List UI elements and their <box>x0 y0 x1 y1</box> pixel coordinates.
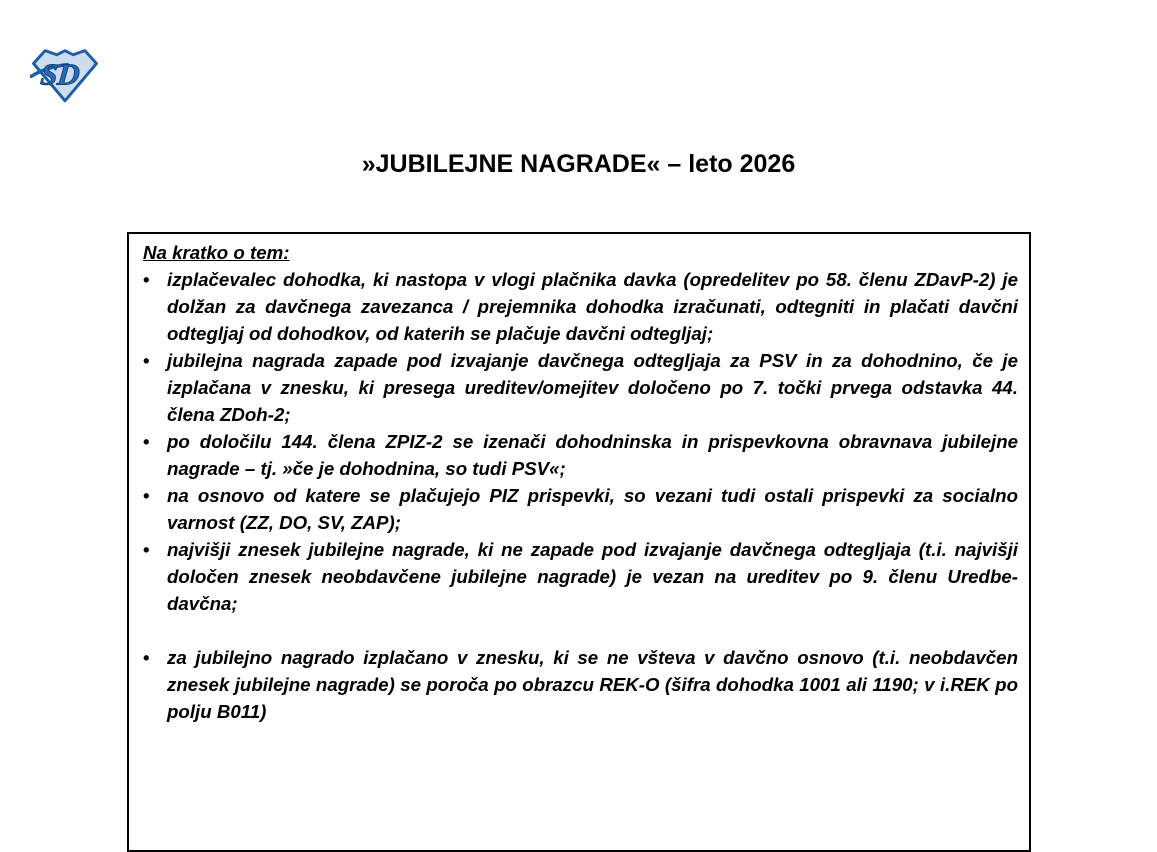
bullet-icon: • <box>143 539 150 560</box>
list-item <box>143 536 1018 617</box>
list-item-text: za jubilejno nagrado izplačano v znesku, ki se ne všteva v davčno osnovo (t.i. neobdavčen znesek jubilejne nagrade) se poroča po obrazcu REK-O (šifra dohodka 1001 ali 1190; v i.REK po polju B011) <box>167 647 1018 722</box>
page-title: »JUBILEJNE NAGRADE« – leto 2026 <box>361 150 796 178</box>
bullet-icon: • <box>143 350 150 371</box>
bullet-icon: • <box>143 431 150 452</box>
list-item-text: po določilu 144. člena ZPIZ-2 se izenači dohodninska in prispevkovna obravnava jubilejne nagrade – tj. »če je dohodnina, so tudi PSV«; <box>167 431 1018 479</box>
list-item <box>143 266 1018 347</box>
paragraph-spacer <box>143 617 1018 644</box>
list-item <box>143 644 1018 725</box>
bullet-icon: • <box>143 485 150 506</box>
summary-bullet-list <box>143 266 1018 617</box>
list-item-text: na osnovo od katere se plačujejo PIZ prispevki, so vezani tudi ostali prispevki za socialno varnost (ZZ, DO, SV, ZAP); <box>167 485 1018 533</box>
list-item <box>143 428 1018 482</box>
list-item-text: jubilejna nagrada zapade pod izvajanje davčnega odtegljaja za PSV in za dohodnino, če je izplačana v znesku, ki presega ureditev/omejitev določeno po 7. točki prvega odstavka 44. člena ZDoh-2; <box>167 350 1018 425</box>
sd-logo-letters: SD <box>38 57 82 92</box>
summary-bullet-list-continued <box>143 644 1018 725</box>
bullet-icon: • <box>143 269 150 290</box>
list-item-text: najvišji znesek jubilejne nagrade, ki ne zapade pod izvajanje davčnega odtegljaja (t.i. najvišji določen znesek neobdavčene jubilejne nagrade) je vezan na ureditev po 9. členu Uredbe-davčna; <box>167 539 1018 614</box>
summary-heading: Na kratko o tem: <box>143 242 290 263</box>
list-item <box>143 482 1018 536</box>
bullet-icon: • <box>143 647 150 668</box>
sd-logo <box>30 43 100 105</box>
summary-box <box>127 232 1031 852</box>
list-item <box>143 347 1018 428</box>
list-item-text: izplačevalec dohodka, ki nastopa v vlogi plačnika davka (opredelitev po 58. členu ZDavP-2) je dolžan za davčnega zavezanca / prejemnika dohodka izračunati, odtegniti in plačati davčni odtegljaj od dohodkov, od katerih se plačuje davčni odtegljaj; <box>167 269 1018 344</box>
